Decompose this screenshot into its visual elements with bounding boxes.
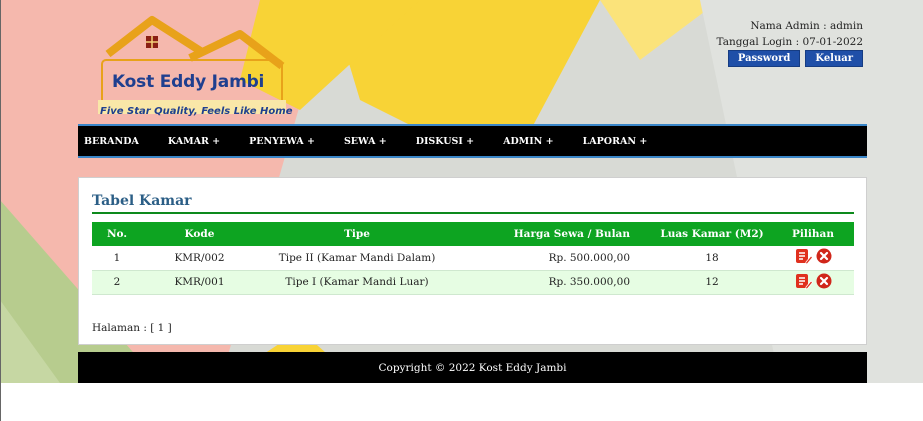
cell-harga: Rp. 350.000,00 xyxy=(457,270,652,294)
cell-harga: Rp. 500.000,00 xyxy=(457,246,652,270)
column-header-pilihan: Pilihan xyxy=(772,222,854,246)
brand-tagline: Five Star Quality, Feels Like Home xyxy=(100,106,293,117)
edit-icon[interactable] xyxy=(795,247,813,268)
content-panel xyxy=(78,177,867,345)
cell-actions xyxy=(772,270,854,294)
delete-icon[interactable] xyxy=(816,273,832,292)
brand-name: Kost Eddy Jambi xyxy=(112,72,265,92)
cell-luas: 12 xyxy=(652,270,772,294)
edit-icon[interactable] xyxy=(795,272,813,293)
copyright-text: Copyright © 2022 Kost Eddy Jambi xyxy=(378,361,567,374)
nav-item-laporan[interactable]: LAPORAN + xyxy=(582,135,648,147)
column-header-harga: Harga Sewa / Bulan xyxy=(457,222,652,246)
header-buttons xyxy=(728,50,863,67)
cell-kode: KMR/002 xyxy=(142,246,257,270)
table-row xyxy=(92,270,854,294)
table-header-row xyxy=(92,222,854,246)
delete-icon[interactable] xyxy=(816,248,832,267)
column-header-kode: Kode xyxy=(142,222,257,246)
main-nav xyxy=(78,124,867,158)
site-logo[interactable] xyxy=(90,14,293,118)
cell-no: 1 xyxy=(92,246,142,270)
login-date: Tanggal Login : 07-01-2022 xyxy=(716,36,863,48)
nav-item-kamar[interactable]: KAMAR + xyxy=(167,135,221,147)
cell-actions xyxy=(772,246,854,270)
cell-tipe: Tipe II (Kamar Mandi Dalam) xyxy=(257,246,457,270)
nav-item-penyewa[interactable]: PENYEWA + xyxy=(249,135,315,147)
pagination[interactable]: Halaman : [ 1 ] xyxy=(92,322,172,334)
nav-item-diskusi[interactable]: DISKUSI + xyxy=(415,135,475,147)
cell-luas: 18 xyxy=(652,246,772,270)
footer xyxy=(78,352,867,383)
password-button[interactable]: Password xyxy=(728,50,801,67)
house-logo-icon xyxy=(90,14,290,118)
column-header-luas: Luas Kamar (M2) xyxy=(652,222,772,246)
nav-item-beranda[interactable]: BERANDA xyxy=(84,135,139,147)
cell-no: 2 xyxy=(92,270,142,294)
admin-name: Nama Admin : admin xyxy=(750,20,863,32)
nav-item-admin[interactable]: ADMIN + xyxy=(503,135,554,147)
column-header-tipe: Tipe xyxy=(257,222,457,246)
cell-tipe: Tipe I (Kamar Mandi Luar) xyxy=(257,270,457,294)
logout-button[interactable]: Keluar xyxy=(805,50,863,67)
page-title: Tabel Kamar xyxy=(92,193,192,209)
title-divider xyxy=(92,212,854,214)
admin-info xyxy=(717,18,864,50)
nav-item-sewa[interactable]: SEWA + xyxy=(343,135,387,147)
table-row xyxy=(92,246,854,270)
rooms-table xyxy=(92,222,854,295)
cell-kode: KMR/001 xyxy=(142,270,257,294)
column-header-no: No. xyxy=(92,222,142,246)
